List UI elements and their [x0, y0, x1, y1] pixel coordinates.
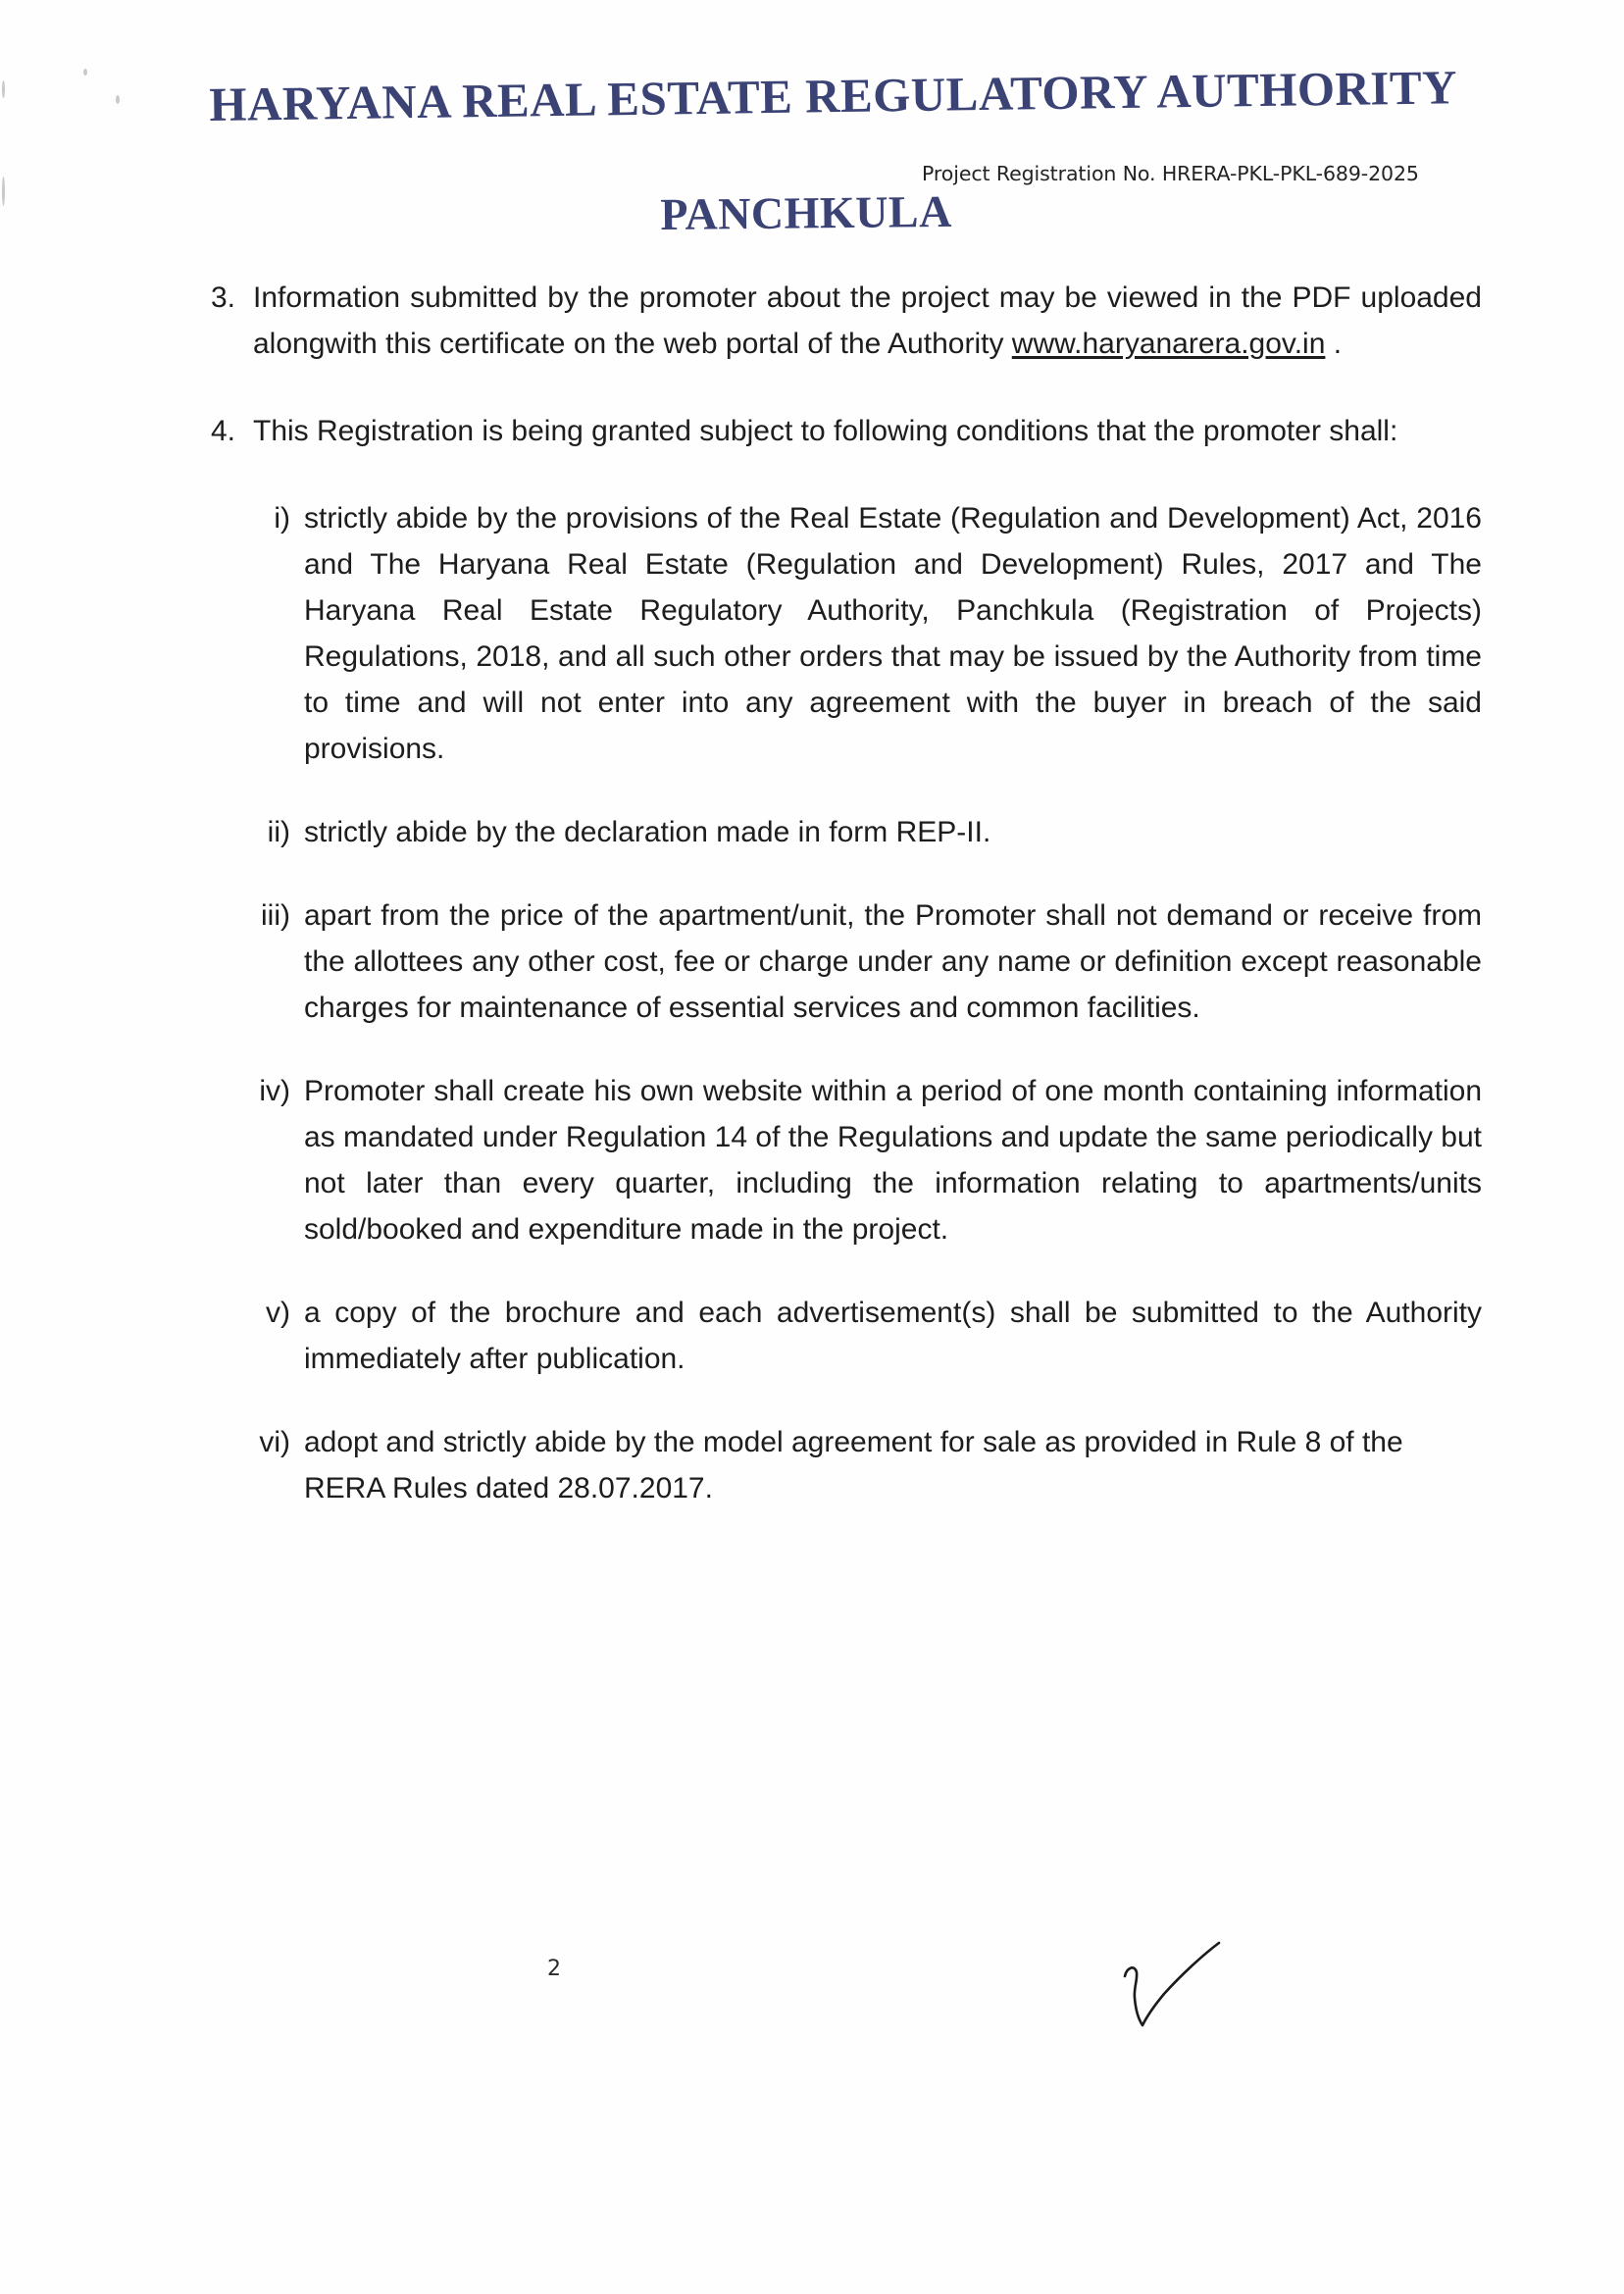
authority-title: HARYANA REAL ESTATE REGULATORY AUTHORITY: [209, 60, 1458, 131]
spacer: [0, 1031, 1624, 1068]
sub-clause-ii-text: strictly abide by the declaration made in form REP-II.: [304, 816, 991, 848]
authority-city: PANCHKULA: [660, 185, 953, 239]
page-number: 2: [547, 1957, 561, 1981]
haryanarera-website-link[interactable]: www.haryanarera.gov.in: [1011, 328, 1326, 360]
clause-4-text: This Registration is being granted subject to following conditions that the promoter shall:: [253, 415, 1398, 447]
document-body: [0, 275, 1624, 1511]
sub-clause-ii-marker: ii): [267, 816, 290, 848]
sub-clause-iv: [245, 1068, 1482, 1252]
spacer: [0, 454, 1624, 495]
sub-clause-iv-text: Promoter shall create his own website within a period of one month containing information as mandated under Regulation 14 of the Regulations and update the same periodically but not later than every quarter, including the information relating to apartments/units sold/booked and expenditure made in the project.: [304, 1075, 1482, 1246]
sub-clause-iii-text: apart from the price of the apartment/unit, the Promoter shall not demand or receive from the allottees any other cost, fee or charge under any name or definition except reasonable charges for maintenance of essential services and common facilities.: [304, 899, 1482, 1024]
sub-clause-vi: [245, 1419, 1482, 1511]
spacer: [0, 1382, 1624, 1419]
spacer: [0, 772, 1624, 809]
spacer: [0, 367, 1624, 408]
spacer: [0, 855, 1624, 892]
document-header: [0, 0, 1624, 265]
clause-3-number: 3.: [210, 281, 235, 314]
signature-mark: [1113, 1937, 1329, 2055]
spacer: [0, 1252, 1624, 1290]
sub-clause-v: [245, 1290, 1482, 1382]
signature-icon: [1113, 1937, 1329, 2055]
clause-3-text-after-link: .: [1325, 328, 1343, 360]
sub-clause-v-text: a copy of the brochure and each advertisement(s) shall be submitted to the Authority immediately after publication.: [304, 1297, 1482, 1375]
sub-clause-i-text: strictly abide by the provisions of the Real Estate (Regulation and Development) Act, 2016 and The Haryana Real Estate (Regulation and Development) Rules, 2017 and The Haryana Real Estate Regulatory Authority, Panchkula (Registration of Projects) Regulations, 2018, and all such other orders that may be issued by the Authority from time to time and will not enter into any agreement with the buyer in breach of the said provisions.: [304, 502, 1482, 765]
sub-clause-ii: [245, 809, 1482, 855]
clause-3-text: [253, 275, 1482, 367]
clause-3: [194, 275, 1482, 367]
sub-clause-v-marker: v): [266, 1297, 290, 1329]
sub-clause-i: [245, 495, 1482, 772]
clause-4-number: 4.: [210, 415, 235, 447]
sub-clause-i-marker: i): [274, 502, 290, 535]
sub-clause-vi-text: adopt and strictly abide by the model agreement for sale as provided in Rule 8 of the RERA Rules dated 28.07.2017.: [304, 1426, 1403, 1504]
project-registration-number: Project Registration No. HRERA-PKL-PKL-689-2025: [922, 162, 1419, 185]
sub-clause-iii-marker: iii): [261, 899, 290, 932]
clause-4: [194, 408, 1482, 454]
sub-clause-iv-marker: iv): [259, 1075, 290, 1107]
sub-clause-iii: [245, 892, 1482, 1031]
sub-clause-vi-marker: vi): [259, 1426, 290, 1458]
clause-3-text-before-link: Information submitted by the promoter about the project may be viewed in the PDF uploaded alongwith this certificate on the web portal of the Authority: [253, 281, 1482, 360]
